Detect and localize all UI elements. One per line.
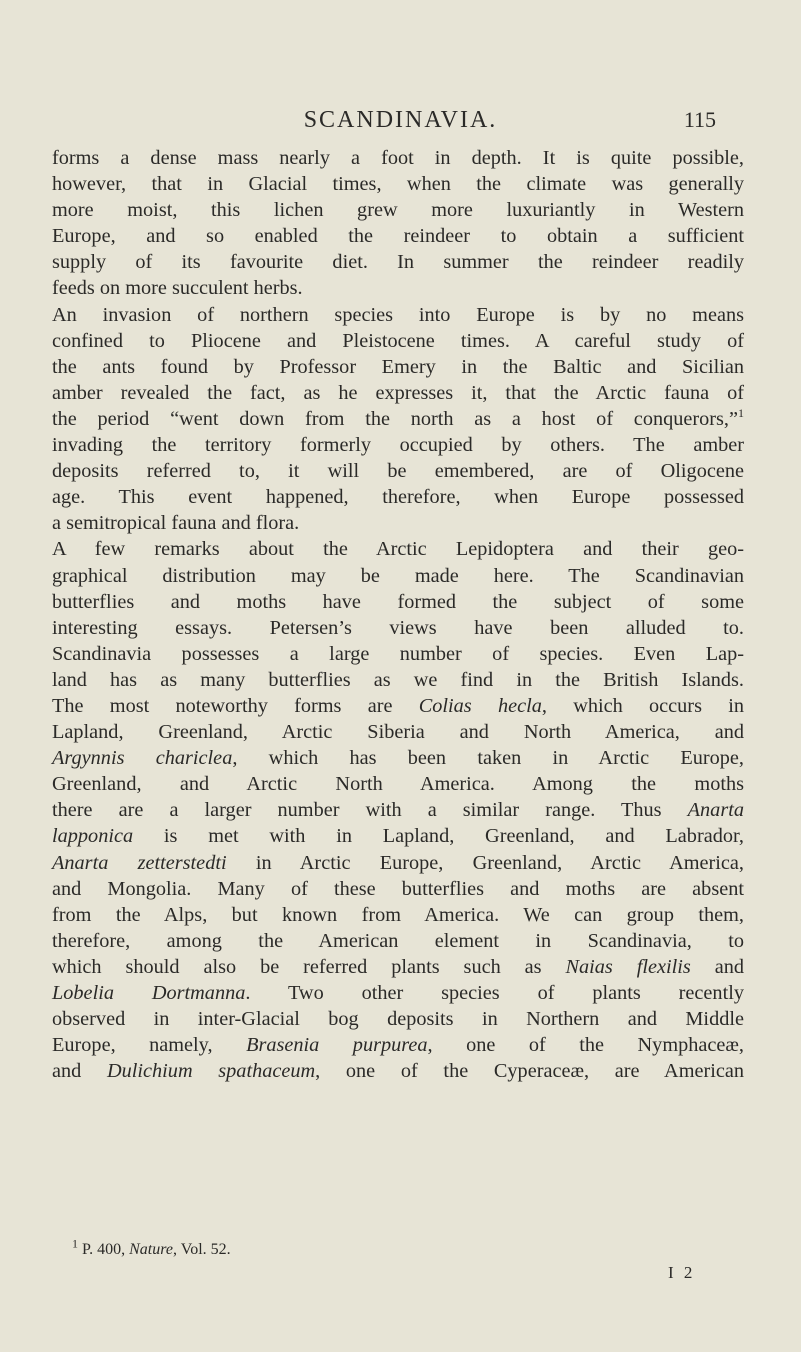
- species-name: Brasenia purpurea: [246, 1034, 428, 1057]
- paragraph-1: [52, 145, 744, 302]
- text-segment: there are a larger number with a similar range. Thus: [52, 799, 688, 822]
- text-line: [52, 1058, 744, 1084]
- running-title: SCANDINAVIA.: [303, 107, 498, 133]
- text-segment: is met with in Lapland, Greenland, and Labrador,: [133, 825, 744, 848]
- text-line: more moist, this lichen grew more luxuriantly in Western: [52, 199, 744, 222]
- species-name: Naias flexilis: [565, 955, 691, 978]
- text-segment: Europe, namely,: [52, 1034, 247, 1057]
- text-segment: and: [52, 1060, 107, 1083]
- footnote: [72, 1236, 672, 1261]
- species-name: Anarta: [687, 799, 744, 822]
- text-line: [52, 954, 744, 980]
- paragraph-3: [52, 536, 744, 1084]
- text-line: observed in inter-Glacial bog deposits in Northern and Middle: [52, 1008, 744, 1031]
- species-name: Dulichium spathaceum: [106, 1060, 316, 1083]
- species-name: Anarta zetterstedti: [52, 851, 227, 874]
- text-line: and Mongolia. Many of these butterflies and moths are absent: [52, 877, 744, 900]
- text-line: however, that in Glacial times, when the climate was generally: [52, 173, 744, 196]
- text-line: [52, 1032, 744, 1058]
- text-line: therefore, among the American element in Scandinavia, to: [52, 929, 744, 952]
- text-line: feeds on more succulent herbs.: [52, 277, 303, 300]
- paragraph-2: [52, 302, 744, 537]
- text-line: [52, 797, 744, 823]
- text-line: [52, 980, 744, 1006]
- species-name: Lobelia Dortmanna: [52, 982, 246, 1004]
- text-line: butterflies and moths have formed the subject of some: [52, 590, 744, 613]
- text-line: from the Alps, but known from America. We can group them,: [52, 903, 744, 926]
- text-line: [52, 850, 744, 876]
- text-line: a semitropical fauna and flora.: [52, 512, 300, 535]
- text-line: graphical distribution may be made here. The Scandinavian: [52, 564, 744, 587]
- footnote-marker: 1: [738, 406, 744, 421]
- species-name: Colias hecla: [418, 694, 542, 717]
- species-name: Argynnis chariclea: [52, 747, 233, 770]
- text-segment: , which occurs in: [541, 694, 744, 717]
- text-line: An invasion of northern species into Europe is by no means: [52, 303, 744, 326]
- text-line: amber revealed the fact, as he expresses it, that the Arctic fauna of: [52, 381, 744, 404]
- text-line: the ants found by Professor Emery in the Baltic and Sicilian: [52, 355, 744, 378]
- text-line: [52, 745, 744, 771]
- species-name: lapponica: [52, 825, 134, 848]
- footnote-marker: 1: [72, 1236, 78, 1251]
- text-segment: and: [690, 955, 744, 978]
- page-number: 115: [683, 107, 716, 132]
- text-line: Europe, and so enabled the reindeer to obtain a sufficient: [52, 225, 744, 248]
- text-segment: in Arctic Europe, Greenland, Arctic America,: [226, 851, 745, 874]
- text-line: confined to Pliocene and Pleistocene times. A careful study of: [52, 329, 744, 352]
- text-segment: , one of the Cyperaceæ, are American: [315, 1060, 744, 1083]
- text-segment: , one of the Nymphaceæ,: [427, 1034, 744, 1057]
- text-line: Lapland, Greenland, Arctic Siberia and North America, and: [52, 721, 744, 744]
- text-line: invading the territory formerly occupied by others. The amber: [52, 434, 744, 457]
- text-segment: , which has been taken in Arctic Europe,: [232, 747, 745, 770]
- text-line: forms a dense mass nearly a foot in depth. It is quite possible,: [52, 147, 744, 169]
- text-segment: The most noteworthy forms are: [52, 694, 419, 717]
- text-line: land has as many butterflies as we find in the British Islands.: [52, 668, 744, 691]
- text-line: age. This event happened, therefore, when Europe possessed: [52, 486, 744, 509]
- text-line: [52, 693, 744, 719]
- body-text: [52, 145, 744, 1084]
- text-segment: . Two other species of plants recently: [245, 982, 744, 1004]
- footnote-text: P. 400,: [82, 1241, 130, 1258]
- text-segment: the period “went down from the north as a host of conquerors,”: [52, 407, 738, 430]
- text-line: interesting essays. Petersen’s views have been alluded to.: [52, 616, 744, 639]
- text-line: Scandinavia possesses a large number of species. Even Lap-: [52, 642, 744, 665]
- running-head: [0, 100, 801, 140]
- text-line-with-footnote: [52, 406, 744, 432]
- footnote-journal: Nature: [129, 1241, 173, 1258]
- signature-mark: I 2: [668, 1263, 696, 1282]
- footnote-text: , Vol. 52.: [172, 1241, 231, 1258]
- text-segment: which should also be referred plants such as: [52, 955, 566, 978]
- text-line: deposits referred to, it will be emembered, are of Oligocene: [52, 460, 744, 483]
- text-line: supply of its favourite diet. In summer the reindeer readily: [52, 251, 744, 274]
- text-line: [52, 823, 744, 849]
- text-line: Greenland, and Arctic North America. Among the moths: [52, 773, 744, 796]
- text-line: A few remarks about the Arctic Lepidoptera and their geo-: [52, 538, 744, 561]
